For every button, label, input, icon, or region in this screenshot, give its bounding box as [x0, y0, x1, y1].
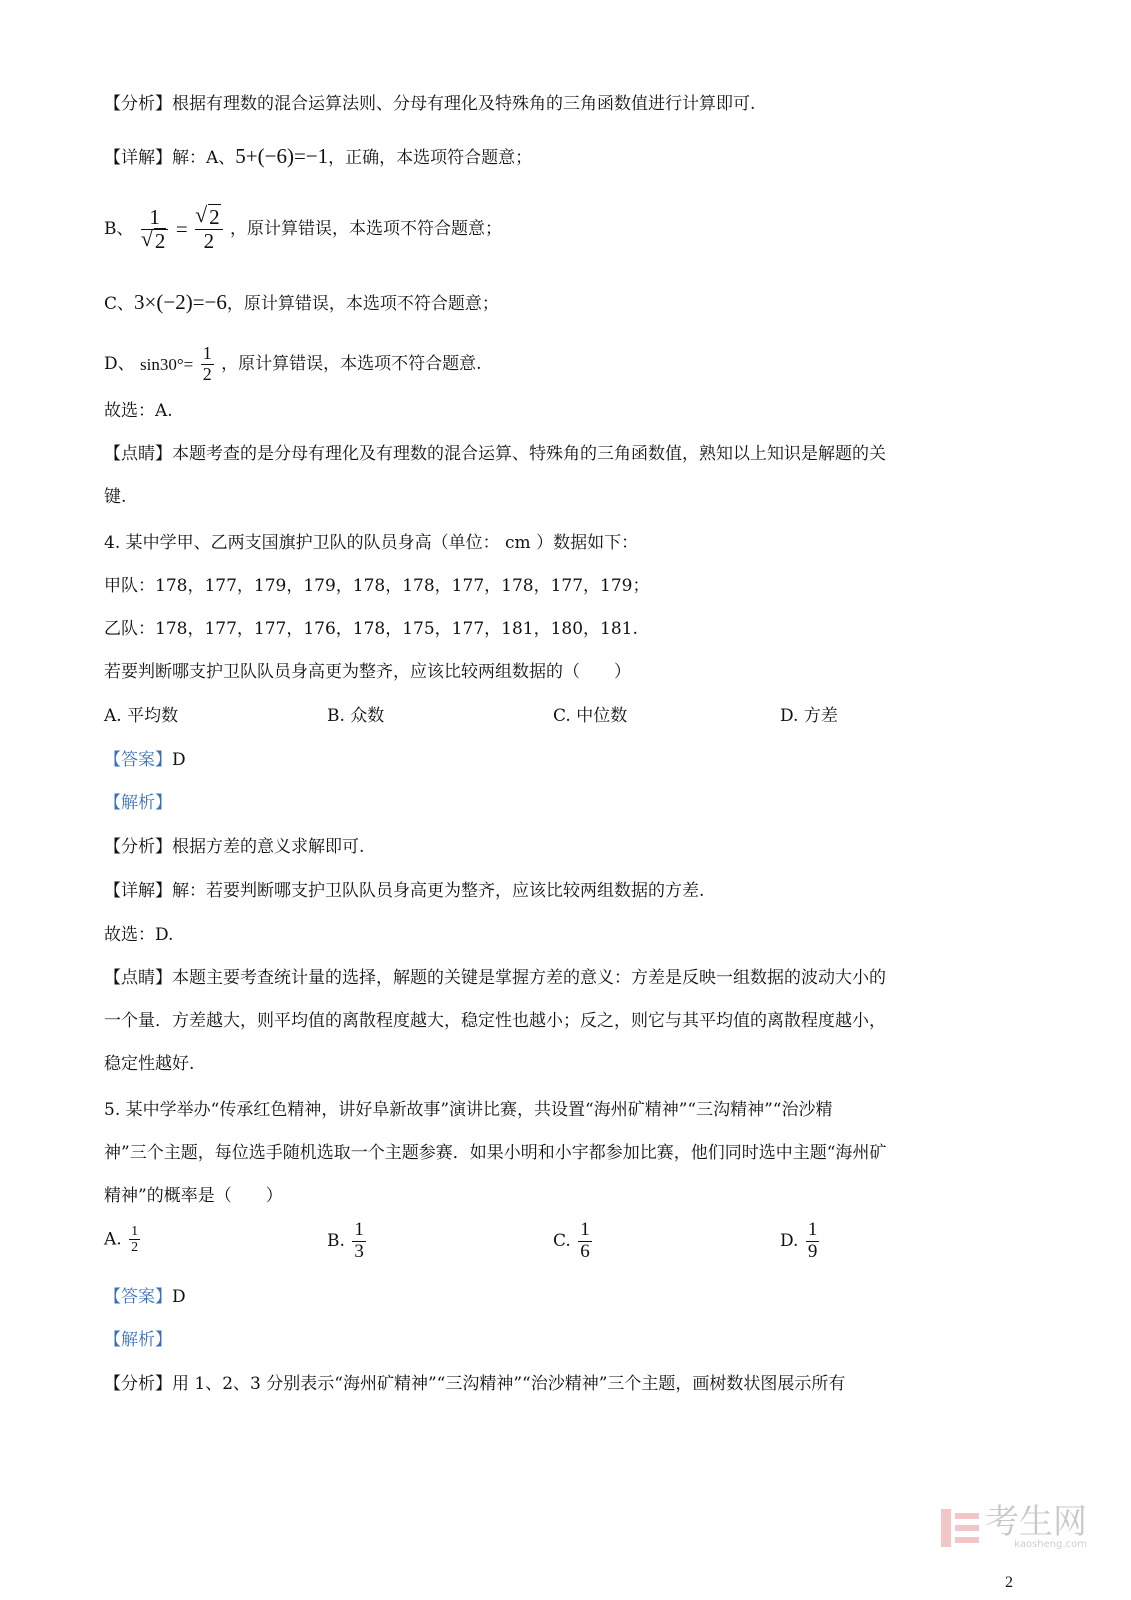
- q4-choose: 故选：D.: [104, 925, 174, 945]
- q5-option-d-label: D.: [780, 1230, 799, 1251]
- q5-option-d-frac: [806, 1220, 820, 1263]
- watermark-sub: kaosheng.com: [1014, 1539, 1087, 1550]
- q4-option-c: C. 中位数: [553, 706, 628, 726]
- q5-option-b-label: B.: [327, 1230, 345, 1251]
- q5-option-b-num: 1: [354, 1219, 364, 1240]
- q5-option-d-num: 1: [807, 1219, 818, 1240]
- q4-team-b: 乙队：178，177，177，176，178，175，177，181，180，181.: [104, 619, 638, 639]
- q5-answer-label: 【答案】: [104, 1287, 172, 1307]
- q3-d-tail: ，原计算错误，本选项不符合题意.: [221, 353, 482, 374]
- q5-option-c-den: 6: [580, 1240, 590, 1262]
- q3-d-expr: sin30°=: [140, 354, 194, 374]
- q3-comment-2: 键.: [104, 487, 127, 507]
- watermark: [941, 1502, 1087, 1550]
- q5-option-c-label: C.: [553, 1230, 571, 1251]
- q4-option-d: D. 方差: [780, 706, 838, 726]
- q5-option-c: [553, 1220, 594, 1263]
- q4-answer: [104, 752, 186, 769]
- q3-a-tail: ，正确，本选项符合题意；: [328, 148, 533, 168]
- watermark-text: 考生网: [985, 1502, 1087, 1542]
- q4-comment-3: 稳定性越好.: [104, 1054, 195, 1074]
- q3-detail-a: [104, 146, 532, 167]
- q3-detail-prefix: 【详解】解：A、: [104, 148, 236, 168]
- q3-b-prefix: B、: [104, 219, 134, 240]
- q5-option-d-den: 9: [807, 1240, 818, 1262]
- q4-detail: 【详解】解：若要判断哪支护卫队队员身高更为整齐，应该比较两组数据的方差.: [104, 881, 705, 901]
- q3-choose: 故选：A.: [104, 401, 173, 421]
- q5-option-a: [104, 1224, 142, 1256]
- q4-team-a: 甲队：178，177，179，179，178，178，177，178，177，179；: [104, 576, 650, 596]
- q3-b-tail: ，原计算错误，本选项不符合题意；: [229, 219, 502, 240]
- q5-option-a-den: 2: [131, 1240, 139, 1256]
- q5-answer-value: D: [172, 1287, 186, 1307]
- q5-stem-2: 神”三个主题，每位选手随机选取一个主题参赛．如果小明和小宇都参加比赛，他们同时选中主题“海州矿: [104, 1143, 887, 1163]
- page-number: 2: [1005, 1574, 1013, 1591]
- q4-option-b: B. 众数: [327, 706, 385, 726]
- q3-c-prefix: C、: [104, 294, 135, 314]
- q5-option-b: [327, 1220, 368, 1263]
- q3-b-rhs-num: 2: [209, 205, 220, 229]
- q3-b-rhs-den: 2: [203, 229, 215, 254]
- q5-answer: [104, 1289, 186, 1306]
- q5-option-a-label: A.: [104, 1229, 122, 1250]
- q4-jiexi: 【解析】: [104, 793, 172, 813]
- q4-answer-value: D: [172, 750, 186, 770]
- q4-question: 若要判断哪支护卫队队员身高更为整齐，应该比较两组数据的（ ）: [104, 662, 631, 682]
- q3-option-c: [104, 292, 499, 313]
- q3-b-eq: =: [175, 217, 188, 242]
- q3-b-lhs-num: 1: [141, 206, 169, 230]
- q5-option-c-num: 1: [580, 1219, 590, 1240]
- q3-b-lhs-den: 2: [154, 229, 166, 254]
- q5-option-d: [780, 1220, 821, 1263]
- q3-comment-1: 【点睛】本题考查的是分母有理化及有理数的混合运算、特殊角的三角函数值，熟知以上知识是解题的关: [104, 444, 886, 464]
- q5-analysis: 【分析】用 1、2、3 分别表示“海州矿精神”“三沟精神”“治沙精神”三个主题，画树数状图展示所有: [104, 1374, 846, 1394]
- q4-analysis: 【分析】根据方差的意义求解即可.: [104, 837, 365, 857]
- q5-stem-1: 5. 某中学举办“传承红色精神，讲好阜新故事”演讲比赛，共设置“海州矿精神”“三沟精神”“治沙精: [104, 1100, 833, 1120]
- q5-stem-3: 精神”的概率是（ ）: [104, 1186, 283, 1206]
- q5-option-b-den: 3: [354, 1240, 364, 1262]
- q4-comment-2: 一个量．方差越大，则平均值的离散程度越大，稳定性也越小；反之，则它与其平均值的离散程度越小，: [104, 1011, 886, 1031]
- q3-option-d: [104, 344, 482, 385]
- q3-d-frac: [201, 344, 214, 385]
- q3-b-lhs-frac: [141, 206, 169, 253]
- q5-option-c-frac: [578, 1220, 592, 1263]
- q4-answer-label: 【答案】: [104, 750, 172, 770]
- q3-d-prefix: D、: [104, 353, 135, 374]
- q3-d-num: 1: [202, 343, 212, 363]
- watermark-logo-icon: [941, 1509, 979, 1547]
- q5-option-a-num: 1: [131, 1224, 139, 1239]
- q3-c-expr: 3×(−2)=−6: [134, 290, 227, 314]
- q3-analysis: 【分析】根据有理数的混合运算法则、分母有理化及特殊角的三角函数值进行计算即可.: [104, 94, 756, 114]
- q5-jiexi: 【解析】: [104, 1330, 172, 1350]
- q3-c-tail: ，原计算错误，本选项不符合题意；: [226, 294, 499, 314]
- q4-option-a: A. 平均数: [104, 706, 179, 726]
- q4-stem: 4. 某中学甲、乙两支国旗护卫队的队员身高（单位： cm ）数据如下：: [104, 533, 639, 553]
- q3-option-b: [104, 206, 502, 253]
- q3-d-den: 2: [202, 363, 212, 384]
- q5-option-a-frac: [129, 1224, 140, 1256]
- q3-a-expr: 5+(−6)=−1: [235, 144, 329, 168]
- q3-b-rhs-frac: [195, 206, 223, 253]
- q5-option-b-frac: [352, 1220, 366, 1263]
- q4-comment-1: 【点睛】本题主要考查统计量的选择，解题的关键是掌握方差的意义：方差是反映一组数据的波动大小的: [104, 968, 886, 988]
